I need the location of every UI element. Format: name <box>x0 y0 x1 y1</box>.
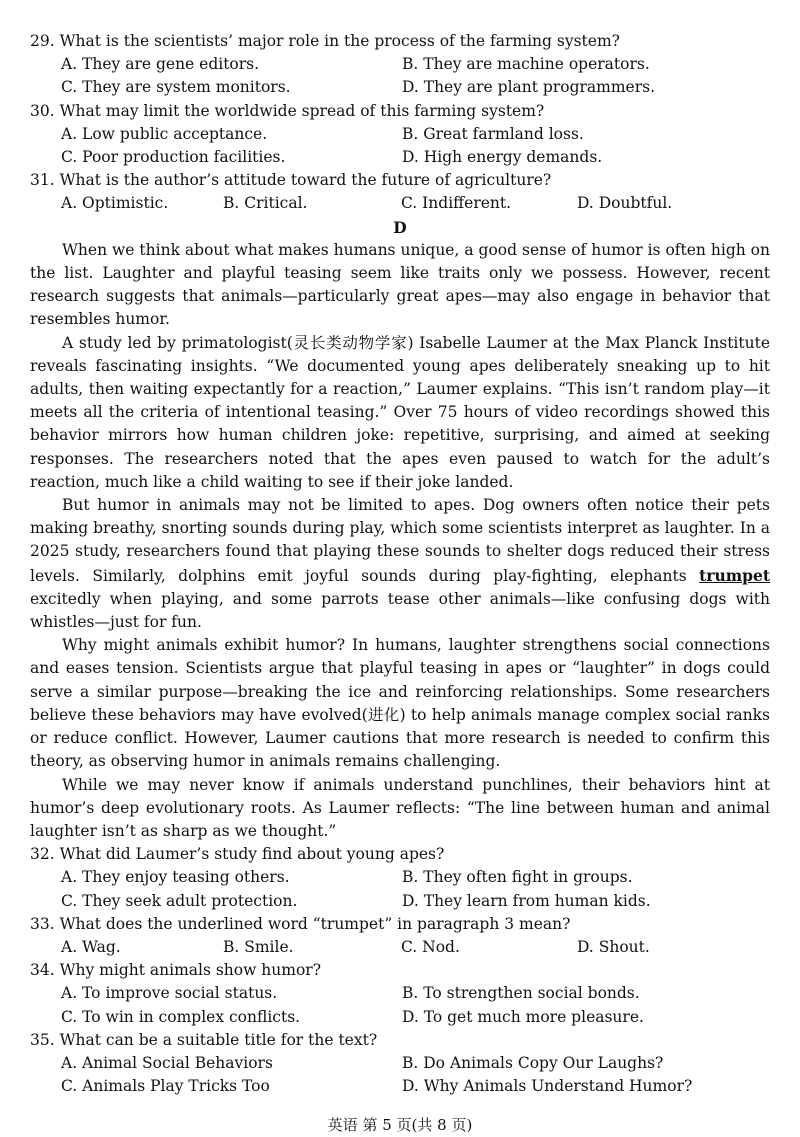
question-32-options <box>30 866 770 889</box>
question-31-options <box>30 192 770 215</box>
option-29-b: B. They are machine operators. <box>402 55 650 74</box>
option-35-d: D. Why Animals Understand Humor? <box>402 1077 693 1096</box>
question-32-stem: 32. What did Laumer’s study find about young apes? <box>30 845 445 864</box>
question-35-options-2 <box>30 1075 770 1098</box>
option-29-c: C. They are system monitors. <box>61 78 291 97</box>
section-heading: D <box>393 217 407 237</box>
question-29-stem: 29. What is the scientists’ major role in the process of the farming system? <box>30 32 620 50</box>
question-31-stem: 31. What is the author’s attitude toward the future of agriculture? <box>30 171 552 190</box>
option-29-a: A. They are gene editors. <box>61 55 260 74</box>
option-31-d: D. Doubtful. <box>577 194 673 213</box>
option-34-c: C. To win in complex conflicts. <box>61 1007 301 1026</box>
option-34-a: A. To improve social status. <box>61 984 278 1003</box>
option-33-b: B. Smile. <box>223 937 294 956</box>
option-33-c: C. Nod. <box>401 937 460 956</box>
question-34-options <box>30 982 770 1005</box>
question-29-options-2 <box>30 76 770 99</box>
option-29-d: D. They are plant programmers. <box>402 78 656 97</box>
question-30-options-2 <box>30 146 770 169</box>
option-34-b: B. To strengthen social bonds. <box>402 984 640 1003</box>
option-30-d: D. High energy demands. <box>402 148 603 167</box>
option-31-b: B. Critical. <box>223 194 308 213</box>
question-30-stem: 30. What may limit the worldwide spread of this farming system? <box>30 101 545 120</box>
option-30-c: C. Poor production facilities. <box>61 148 286 167</box>
option-30-a: A. Low public acceptance. <box>61 124 268 143</box>
passage-paragraph-4: Why might animals exhibit humor? In humans, laughter strengthens social connections and eases tension. Scientists argue that playful teasing in apes or “laughter” in dogs could serve a similar purpose—breaking the ice and reinforcing relationships. Some researchers believe these behaviors may have evolved(进化) to help animals manage complex social ranks or reduce conflict. However, Laumer cautions that more research is needed to confirm this theory, as observing humor in animals remains challenging. <box>30 636 770 771</box>
question-30-options <box>30 123 770 146</box>
question-32-options-2 <box>30 890 770 913</box>
option-33-a: A. Wag. <box>61 937 121 956</box>
question-29-options <box>30 53 770 76</box>
passage-paragraph-5: While we may never know if animals understand punchlines, their behaviors hint at humor’s deep evolutionary roots. As Laumer reflects: “The line between human and animal laughter isn’t as sharp as we thought.” <box>30 775 770 840</box>
question-34-stem: 34. Why might animals show humor? <box>30 961 322 980</box>
option-35-b: B. Do Animals Copy Our Laughs? <box>402 1053 664 1072</box>
option-31-a: A. Optimistic. <box>61 194 169 213</box>
page-footer: 英语 第 5 页(共 8 页) <box>327 1116 473 1134</box>
passage-paragraph-2: A study led by primatologist(灵长类动物学家) Isabelle Laumer at the Max Planck Institute reveals fascinating insights. “We documented young apes deliberately sneaking up to hit adults, then waiting expectantly for a reaction,” Laumer explains. “This isn’t random play—it meets all the criteria of intentional teasing.” Over 75 hours of video recordings showed this behavior mirrors how human children joke: repetitive, surprising, and aimed at seeking responses. The researchers noted that the apes even paused to watch for the adult’s reaction, much like a child waiting to see if their joke landed. <box>30 333 770 491</box>
question-33-options <box>30 936 770 959</box>
question-35-stem: 35. What can be a suitable title for the text? <box>30 1030 378 1049</box>
option-31-c: C. Indifferent. <box>401 194 512 213</box>
option-32-c: C. They seek adult protection. <box>61 891 298 910</box>
passage-paragraph-3 <box>30 494 770 634</box>
option-34-d: D. To get much more pleasure. <box>402 1007 644 1026</box>
question-33-stem: 33. What does the underlined word “trumpet” in paragraph 3 mean? <box>30 914 571 933</box>
option-35-c: C. Animals Play Tricks Too <box>61 1077 270 1096</box>
question-35-options <box>30 1052 770 1075</box>
question-34-options-2 <box>30 1006 770 1029</box>
passage-paragraph-1: When we think about what makes humans unique, a good sense of humor is often high on the list. Laughter and playful teasing seem like traits only we possess. However, recent research suggests that animals—particularly great apes—may also engage in behavior that resembles humor. <box>30 240 770 329</box>
option-35-a: A. Animal Social Behaviors <box>61 1053 273 1072</box>
paragraph-3-text-before: But humor in animals may not be limited to apes. Dog owners often notice their pets making breathy, snorting sounds during play, which some scientists interpret as laughter. In a 2025 study, researchers found that playing these sounds to shelter dogs reduced their stress levels. Similarly, dolphins emit joyful sounds during play-fighting, elephants <box>30 496 770 585</box>
option-32-d: D. They learn from human kids. <box>402 891 651 910</box>
option-32-b: B. They often fight in groups. <box>402 868 633 887</box>
option-32-a: A. They enjoy teasing others. <box>61 868 290 887</box>
paragraph-3-text-after: excitedly when playing, and some parrots tease other animals—like confusing dogs with whistles—just for fun. <box>30 589 770 632</box>
underlined-word-trumpet: trumpet <box>699 565 770 585</box>
option-33-d: D. Shout. <box>577 937 650 956</box>
option-30-b: B. Great farmland loss. <box>402 124 584 143</box>
